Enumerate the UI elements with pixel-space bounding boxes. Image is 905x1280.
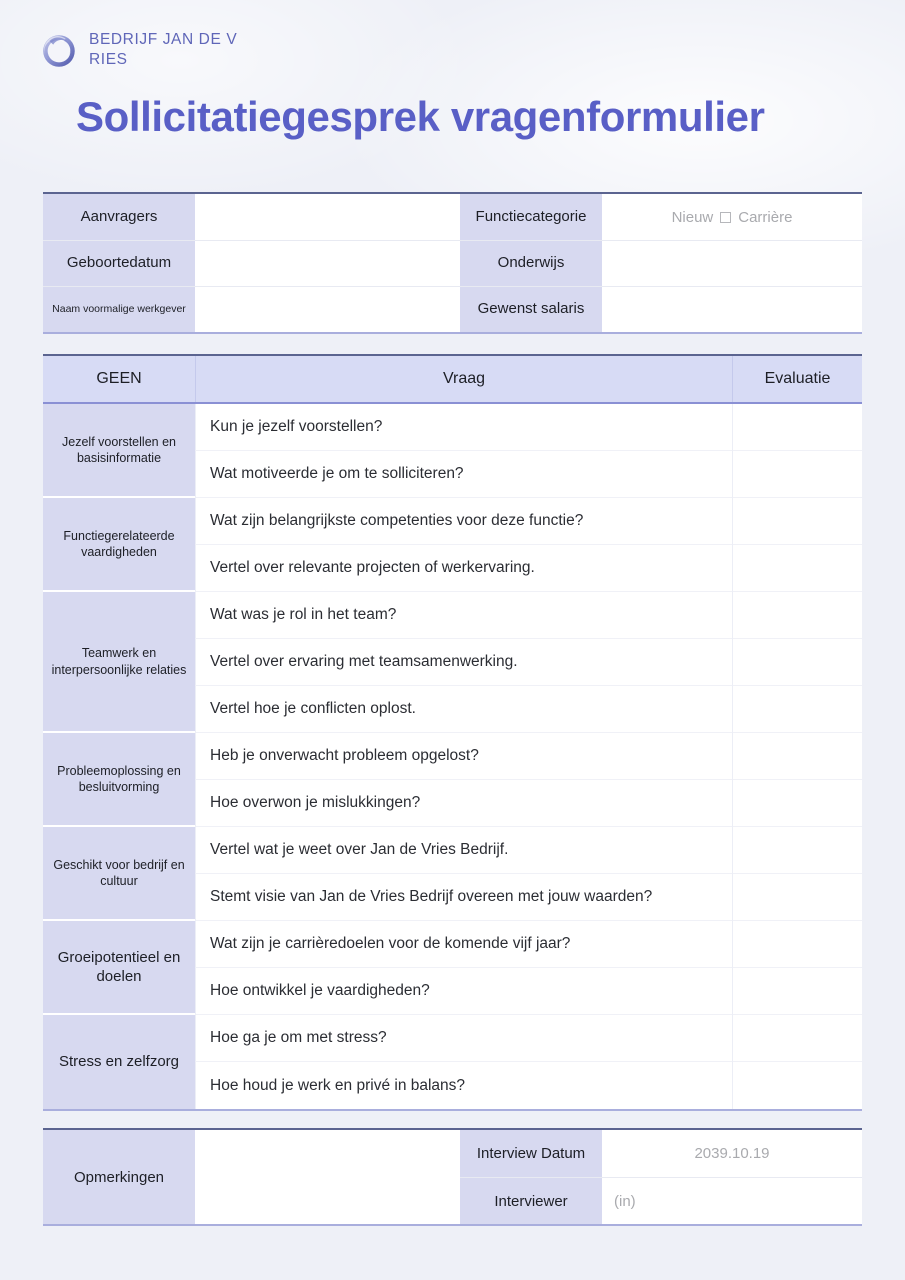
question-cell: Wat was je rol in het team?: [195, 592, 732, 639]
evaluation-cell[interactable]: [733, 592, 862, 639]
table-row: [460, 1177, 862, 1224]
table-row: [43, 1130, 862, 1224]
question-category-cell: Geschikt voor bedrijf en cultuur: [43, 827, 195, 921]
field-label-voormalige-werkgever: Naam voormalige werkgever: [43, 287, 195, 332]
field-value-onderwijs[interactable]: [602, 241, 862, 286]
category-column: [43, 404, 195, 1109]
question-category-cell: Probleemoplossing en besluitvorming: [43, 733, 195, 827]
evaluation-cell[interactable]: [733, 686, 862, 733]
question-cell: Kun je jezelf voorstellen?: [195, 404, 732, 451]
column-header-evaluation: Evaluatie: [732, 356, 862, 402]
column-header-category: GEEN: [96, 370, 142, 387]
question-cell: Stemt visie van Jan de Vries Bedrijf overeen met jouw waarden?: [195, 874, 732, 921]
column-header-question: Vraag: [195, 356, 732, 402]
evaluation-cell[interactable]: [733, 1062, 862, 1109]
field-label-interviewer: Interviewer: [460, 1178, 602, 1224]
question-category-cell: Teamwerk en interpersoonlijke relaties: [43, 592, 195, 733]
question-cell: Heb je onverwacht probleem opgelost?: [195, 733, 732, 780]
question-cell: Hoe overwon je mislukkingen?: [195, 780, 732, 827]
table-row: [43, 286, 862, 332]
field-value-geboortedatum[interactable]: [195, 241, 460, 286]
evaluation-cell[interactable]: [733, 780, 862, 827]
evaluation-cell[interactable]: [733, 733, 862, 780]
field-label-gewenst-salaris: Gewenst salaris: [460, 287, 602, 332]
table-row: [460, 1130, 862, 1177]
field-value-voormalige-werkgever[interactable]: [195, 287, 460, 332]
field-value-gewenst-salaris[interactable]: [602, 287, 862, 332]
evaluation-cell[interactable]: [733, 921, 862, 968]
brand-block: [40, 30, 239, 70]
field-label-geboortedatum: Geboortedatum: [43, 241, 195, 286]
table-row: [43, 240, 862, 286]
option-carriere: Carrière: [738, 208, 793, 226]
field-label-interview-datum: Interview Datum: [460, 1130, 602, 1177]
option-nieuw: Nieuw: [671, 208, 714, 226]
question-category-cell: Groeipotentieel en doelen: [43, 921, 195, 1015]
field-label-aanvragers: Aanvragers: [43, 194, 195, 240]
question-cell: Hoe ga je om met stress?: [195, 1015, 732, 1062]
checkbox-icon[interactable]: [720, 212, 731, 223]
evaluation-cell[interactable]: [733, 1015, 862, 1062]
field-label-onderwijs: Onderwijs: [460, 241, 602, 286]
question-cell: Hoe ontwikkel je vaardigheden?: [195, 968, 732, 1015]
field-value-opmerkingen[interactable]: [195, 1130, 460, 1224]
question-cell: Vertel hoe je conflicten oplost.: [195, 686, 732, 733]
questions-table-header: [43, 356, 862, 404]
interview-meta-block: [460, 1130, 862, 1224]
question-cell: Vertel over ervaring met teamsamenwerking.: [195, 639, 732, 686]
question-category-cell: Jezelf voorstellen en basisinformatie: [43, 404, 195, 498]
questions-table-body: [43, 404, 862, 1109]
evaluation-cell[interactable]: [733, 968, 862, 1015]
evaluation-cell[interactable]: [733, 545, 862, 592]
evaluation-cell[interactable]: [733, 498, 862, 545]
question-cell: Wat zijn je carrièredoelen voor de komende vijf jaar?: [195, 921, 732, 968]
evaluation-cell[interactable]: [733, 404, 862, 451]
evaluation-cell[interactable]: [733, 874, 862, 921]
field-value-functiecategorie[interactable]: [602, 194, 862, 240]
question-category-cell: Stress en zelfzorg: [43, 1015, 195, 1109]
evaluation-column: [732, 404, 862, 1109]
field-value-interviewer[interactable]: (in): [602, 1178, 862, 1224]
applicant-info-table: [43, 192, 862, 334]
spiral-ring-icon: [40, 32, 78, 70]
evaluation-cell[interactable]: [733, 639, 862, 686]
field-label-opmerkingen: Opmerkingen: [43, 1130, 195, 1224]
interview-questions-table: [43, 354, 862, 1111]
question-category-cell: Functiegerelateerde vaardigheden: [43, 498, 195, 592]
field-label-functiecategorie: Functiecategorie: [460, 194, 602, 240]
notes-table: [43, 1128, 862, 1226]
field-value-aanvragers[interactable]: [195, 194, 460, 240]
field-value-interview-datum[interactable]: 2039.10.19: [602, 1130, 862, 1177]
question-cell: Vertel wat je weet over Jan de Vries Bedrijf.: [195, 827, 732, 874]
question-cell: Hoe houd je werk en privé in balans?: [195, 1062, 732, 1109]
evaluation-cell[interactable]: [733, 451, 862, 498]
question-cell: Wat motiveerde je om te solliciteren?: [195, 451, 732, 498]
question-cell: Wat zijn belangrijkste competenties voor deze functie?: [195, 498, 732, 545]
table-row: [43, 194, 862, 240]
question-cell: Vertel over relevante projecten of werkervaring.: [195, 545, 732, 592]
question-column: [195, 404, 732, 1109]
evaluation-cell[interactable]: [733, 827, 862, 874]
page-title: Sollicitatiegesprek vragenformulier: [76, 93, 765, 140]
brand-name: BEDRIJF JAN DE VRIES: [89, 31, 238, 68]
